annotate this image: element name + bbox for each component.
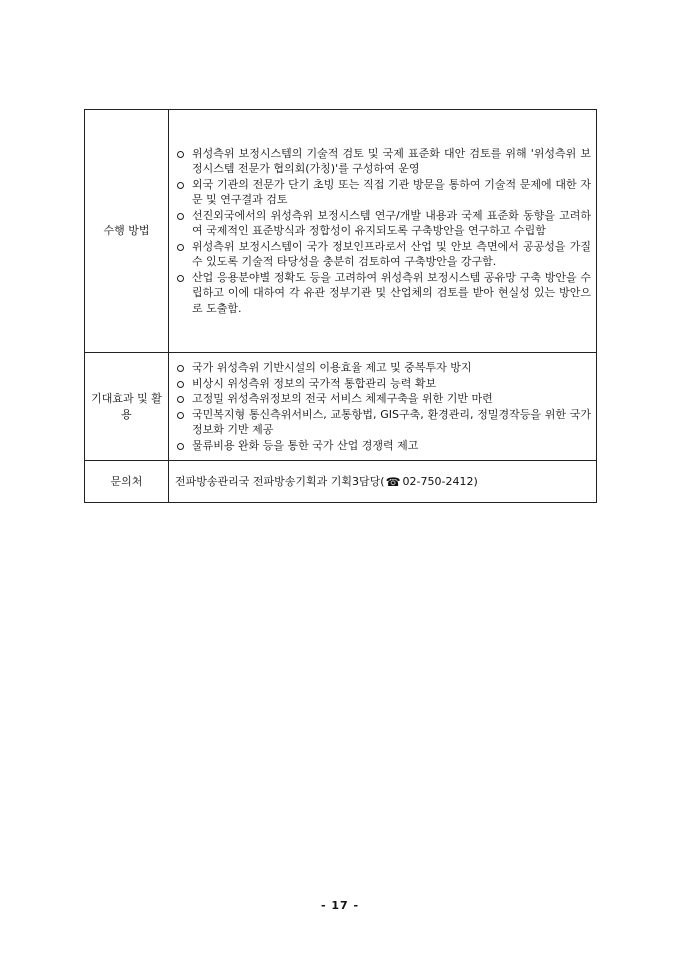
list-item [175, 270, 591, 317]
method-row [85, 110, 597, 353]
bullet-circle-icon [177, 443, 184, 450]
bullet-circle-icon [177, 244, 184, 251]
contact-phone: 02-750-2412) [402, 474, 478, 488]
bullet-circle-icon [177, 182, 184, 189]
method-content [169, 110, 597, 353]
effect-list [175, 360, 591, 453]
list-item-text: 국가 위성측위 기반시설의 이용효율 제고 및 중복투자 방지 [192, 361, 472, 374]
method-label: 수행 방법 [85, 110, 169, 353]
bullet-circle-icon [177, 213, 184, 220]
list-item-text: 비상시 위성측위 정보의 국가적 통합관리 능력 확보 [192, 376, 437, 390]
list-item-text: 고정밀 위성측위정보의 전국 서비스 체제구축을 위한 기반 마련 [192, 392, 493, 405]
list-item [175, 239, 591, 270]
contact-text: 전파방송관리국 전파방송기획과 기획3담당( [175, 474, 385, 488]
contact-content [169, 461, 597, 503]
list-item-text: 선진외국에서의 위성측위 보정시스템 연구/개발 내용과 국제 표준화 동향을 고려하여 국제적인 표준방식과 정합성이 유지되도록 구축방안을 연구하고 수립함 [192, 208, 591, 238]
list-item-text: 위성측위 보정시스템의 기술적 검토 및 국제 표준화 대안 검토를 위해 '위성측위 보정시스템 전문가 협의회(가칭)'를 구성하여 운영 [192, 146, 591, 176]
list-item-text: 국민복지형 통신측위서비스, 교통항법, GIS구축, 환경관리, 정밀경작등을 위한 국가 정보화 기반 제공 [192, 407, 591, 436]
list-item [175, 391, 591, 407]
list-item [175, 146, 591, 177]
bullet-circle-icon [177, 275, 184, 282]
effect-content [169, 353, 597, 461]
bullet-circle-icon [177, 412, 184, 419]
page-number: - 17 - [320, 899, 360, 912]
bullet-circle-icon [177, 396, 184, 403]
list-item [175, 177, 591, 208]
contact-line [175, 474, 591, 490]
effect-label: 기대효과 및 활용 [85, 353, 169, 461]
list-item-text: 산업 응용분야별 정확도 등을 고려하여 위성측위 보정시스템 공유망 구축 방안을 수립하고 이에 대하여 각 유관 정부기관 및 산업체의 검토를 받아 현실성 있는 방안으로 도출함. [192, 270, 591, 315]
list-item [175, 438, 591, 454]
list-item [175, 360, 591, 376]
list-item-text: 물류비용 완화 등을 통한 국가 산업 경쟁력 제고 [192, 438, 419, 452]
project-info-table [84, 109, 597, 503]
contact-row [85, 461, 597, 503]
list-item [175, 376, 591, 392]
phone-icon: ☎ [385, 474, 401, 489]
list-item [175, 208, 591, 239]
bullet-circle-icon [177, 151, 184, 158]
list-item-text: 외국 기관의 전문가 단기 초빙 또는 직접 기관 방문을 통하여 기술적 문제에 대한 자문 및 연구결과 검토 [192, 177, 591, 207]
method-list [175, 146, 591, 317]
bullet-circle-icon [177, 381, 184, 388]
list-item-text: 위성측위 보정시스템이 국가 정보인프라로서 산업 및 안보 측면에서 공공성을 가질 수 있도록 기술적 타당성을 충분히 검토하여 구축방안을 강구함. [192, 239, 591, 269]
contact-label: 문의처 [85, 461, 169, 503]
bullet-circle-icon [177, 365, 184, 372]
effect-row [85, 353, 597, 461]
list-item [175, 407, 591, 438]
